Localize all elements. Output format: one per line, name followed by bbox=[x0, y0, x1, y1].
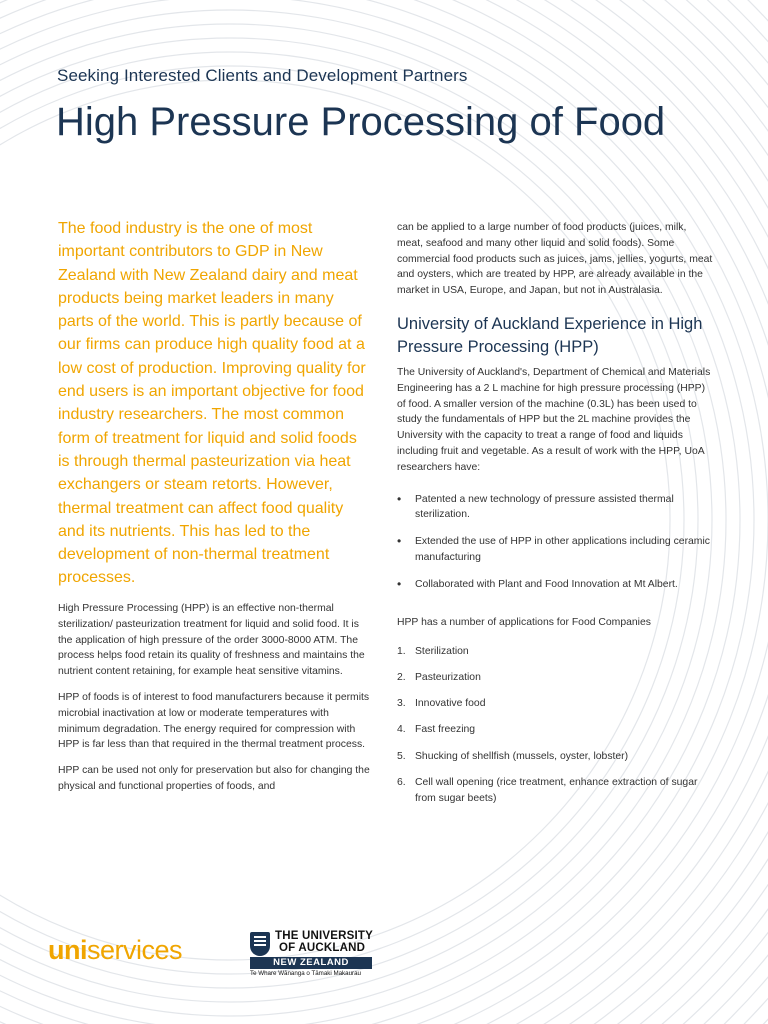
list-item-text: Pasteurization bbox=[415, 671, 481, 683]
continuation-paragraph: can be applied to a large number of food products (juices, milk, meat, seafood and many other liquid and solid foods). Some commercial food products such as juices, jams, jellies, yogurts, meat and oysters, which are treated by HPP, are already available in the market in USA, Europe, and Japan, but not in Australasia. bbox=[397, 222, 713, 297]
bullet-icon: • bbox=[397, 491, 402, 506]
list-number: 4. bbox=[397, 724, 406, 736]
section-heading: University of Auckland Experience in High Pressure Processing (HPP) bbox=[397, 314, 703, 356]
list-item-text: Shucking of shellfish (mussels, oyster, lobster) bbox=[415, 750, 629, 762]
list-item bbox=[397, 577, 713, 593]
achievements-list bbox=[397, 492, 713, 593]
page-title: High Pressure Processing of Food bbox=[56, 100, 666, 144]
body-paragraph: HPP of foods is of interest to food manufacturers because it permits microbial inactivation at low or moderate temperatures with minimum degradation. The energy required for compression with HPP is far less than that required in the thermal treatment process. bbox=[58, 691, 370, 751]
right-body-column bbox=[397, 220, 713, 817]
logo-text-line2: OF AUCKLAND bbox=[279, 942, 366, 954]
left-body-column bbox=[58, 601, 372, 805]
crest-icon bbox=[250, 932, 270, 956]
university-of-auckland-logo bbox=[250, 930, 380, 978]
logo-text-line1: THE UNIVERSITY bbox=[275, 930, 374, 942]
list-item bbox=[397, 775, 713, 807]
list-item bbox=[397, 492, 713, 524]
list-number: 2. bbox=[397, 671, 406, 683]
list-item bbox=[397, 644, 713, 660]
list-item bbox=[397, 696, 713, 712]
list-item bbox=[397, 722, 713, 738]
logo-band: NEW ZEALAND bbox=[250, 957, 372, 969]
body-paragraph: High Pressure Processing (HPP) is an effective non-thermal sterilization/ pasteurization treatment for liquid and solid food. It is the application of high pressure of the order 3000-8000 ATM. The process helps food retain its quality of freshness and maintains the nutrient content retaining, for example heat sensitive vitamins. bbox=[58, 603, 365, 678]
list-item-text: Innovative food bbox=[415, 698, 486, 710]
bullet-icon: • bbox=[397, 534, 402, 549]
list-item bbox=[397, 749, 713, 765]
list-number: 5. bbox=[397, 750, 406, 762]
list-item-text: Cell wall opening (rice treatment, enhance extraction of sugar from sugar beets) bbox=[415, 777, 698, 804]
list-number: 3. bbox=[397, 698, 406, 710]
list-item bbox=[397, 534, 713, 566]
list-item-text: Sterilization bbox=[415, 645, 469, 657]
section-paragraph: The University of Auckland's, Department of Chemical and Materials Engineering has a 2 L machine for high pressure processing (HPP) of food. A smaller version of the machine (0.3L) has been used to study the fundamentals of HPP but the 2L machine provides the University with the capacity to treat a range of food and liquids including fruit and vegetable. As a result of work with the HPP, UoA researchers have: bbox=[397, 366, 711, 473]
page-subtitle: Seeking Interested Clients and Development Partners bbox=[57, 66, 468, 85]
applications-heading: HPP has a number of applications for Food Companies bbox=[397, 616, 651, 628]
lead-paragraph: The food industry is the one of most important contributors to GDP in New Zealand with New Zealand dairy and meat products being market leaders in many parts of the world. This is partly because of our firms can produce high quality food at a low cost of production. Improving quality for end users is an important objective for food industry researchers. The most common form of treatment for liquid and solid foods is through thermal pasteurization via heat exchangers or steam retorts. However, thermal treatment can affect food quality and its nutrients. This has led to the development of non-thermal treatment processes. bbox=[58, 220, 366, 587]
list-number: 1. bbox=[397, 645, 406, 657]
list-item-text: Patented a new technology of pressure assisted thermal sterilization. bbox=[415, 493, 674, 521]
list-item-text: Collaborated with Plant and Food Innovation at Mt Albert. bbox=[415, 578, 678, 590]
bullet-icon: • bbox=[397, 576, 402, 591]
list-item-text: Fast freezing bbox=[415, 724, 476, 736]
list-item bbox=[397, 670, 713, 686]
body-paragraph: HPP can be used not only for preservation but also for changing the physical and functional properties of foods, and bbox=[58, 765, 370, 792]
uniservices-logo: uniservices bbox=[48, 935, 183, 965]
logo-maori-text: Te Whare Wānanga o Tāmaki Makaurau bbox=[250, 970, 361, 977]
applications-list bbox=[397, 644, 713, 807]
list-item-text: Extended the use of HPP in other applications including ceramic manufacturing bbox=[415, 536, 710, 563]
list-number: 6. bbox=[397, 777, 406, 789]
